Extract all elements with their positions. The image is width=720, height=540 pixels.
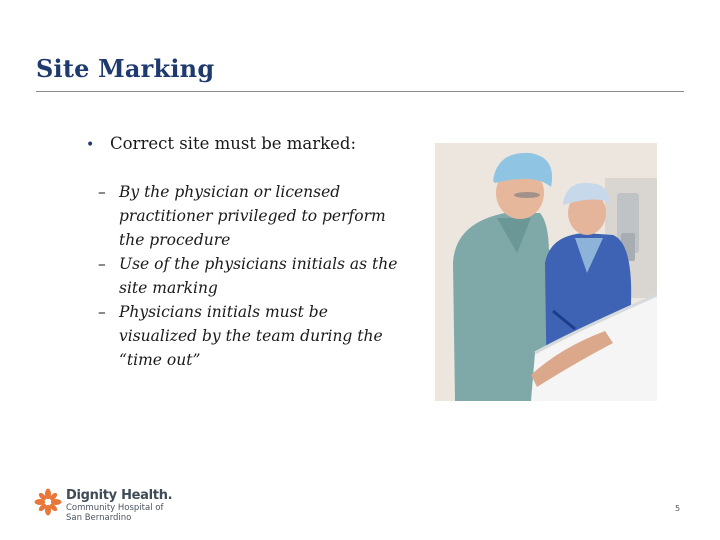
slide-number: 5 — [675, 504, 681, 513]
logo-subtitle-line-2: San Bernardino — [66, 513, 132, 523]
sub-bullet-item — [98, 300, 398, 372]
main-bullet — [86, 134, 356, 153]
dignity-health-star-icon — [34, 488, 62, 516]
surgical-site-marking-photo — [435, 143, 657, 401]
slide-title: Site Marking — [36, 54, 215, 83]
logo-text — [66, 488, 172, 523]
title-divider — [36, 91, 684, 92]
bullet-marker: • — [86, 137, 95, 153]
dash-marker: – — [98, 303, 106, 321]
logo-subtitle-line-1: Community Hospital of — [66, 503, 164, 513]
sub-bullet-list — [98, 180, 398, 372]
dash-marker: – — [98, 255, 106, 273]
logo-brand-name: Dignity Health. — [66, 488, 173, 503]
sub-bullet-text: Physicians initials must be visualized by the team during the “time out” — [119, 303, 383, 369]
sub-bullet-text: By the physician or licensed practitioner privileged to perform the procedure — [119, 183, 386, 249]
sub-bullet-text: Use of the physicians initials as the site marking — [119, 255, 398, 297]
sub-bullet-item — [98, 252, 398, 300]
main-bullet-text: Correct site must be marked: — [110, 134, 357, 153]
dash-marker: – — [98, 183, 106, 201]
sub-bullet-item — [98, 180, 398, 252]
photo-illustration — [435, 143, 657, 401]
dignity-health-logo — [34, 488, 194, 528]
